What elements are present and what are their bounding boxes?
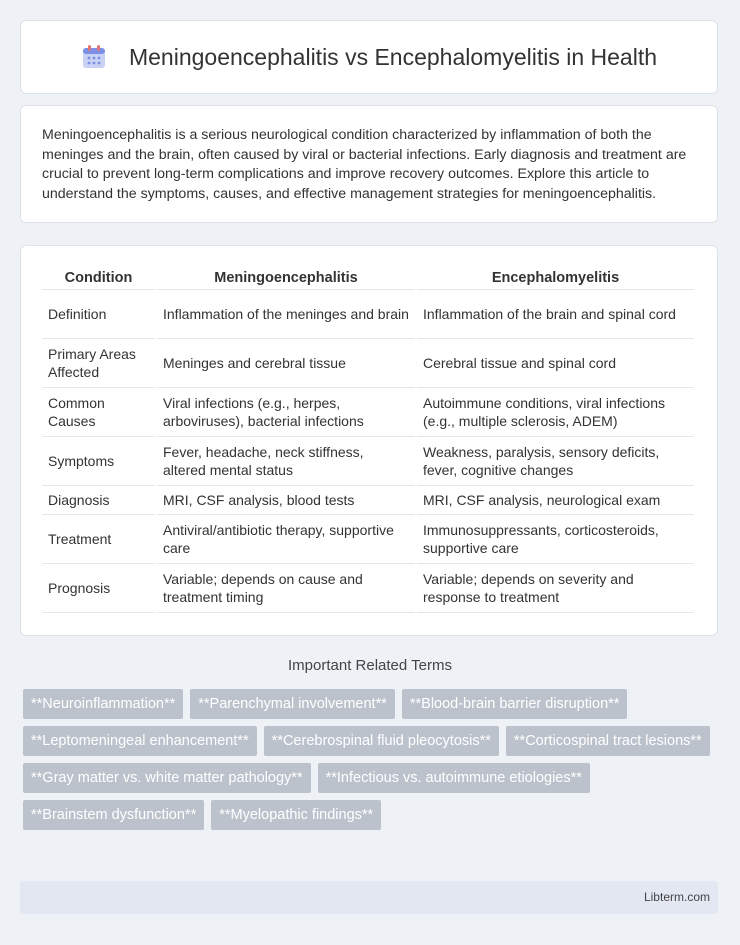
- table-cell: MRI, CSF analysis, blood tests: [157, 486, 415, 515]
- related-term-tag[interactable]: **Neuroinflammation**: [23, 689, 183, 719]
- footer-site-link[interactable]: Libterm.com: [643, 890, 710, 904]
- footer: [20, 881, 718, 914]
- table-cell: Fever, headache, neck stiffness, altered mental status: [157, 437, 415, 486]
- table-cell: Inflammation of the brain and spinal cord: [417, 290, 694, 339]
- related-term-tag[interactable]: **Infectious vs. autoimmune etiologies**: [318, 763, 590, 793]
- comparison-table: [40, 266, 696, 613]
- related-term-tag[interactable]: **Gray matter vs. white matter pathology**: [23, 763, 311, 793]
- table-cell: Treatment: [42, 515, 155, 564]
- table-cell: MRI, CSF analysis, neurological exam: [417, 486, 694, 515]
- table-cell: Diagnosis: [42, 486, 155, 515]
- table-row: [42, 564, 694, 613]
- table-cell: Cerebral tissue and spinal cord: [417, 339, 694, 388]
- column-header: Encephalomyelitis: [417, 266, 694, 290]
- table-cell: Variable; depends on severity and response to treatment: [417, 564, 694, 613]
- table-cell: Immunosuppressants, corticosteroids, supportive care: [417, 515, 694, 564]
- table-row: [42, 290, 694, 339]
- related-term-tag[interactable]: **Blood-brain barrier disruption**: [402, 689, 628, 719]
- related-term-tag[interactable]: **Myelopathic findings**: [211, 800, 381, 830]
- table-cell: Symptoms: [42, 437, 155, 486]
- table-cell: Definition: [42, 290, 155, 339]
- table-cell: Antiviral/antibiotic therapy, supportive care: [157, 515, 415, 564]
- intro-card: [20, 105, 718, 223]
- table-cell: Primary Areas Affected: [42, 339, 155, 388]
- related-terms-list: [23, 689, 717, 830]
- related-term-tag[interactable]: **Parenchymal involvement**: [190, 689, 395, 719]
- table-cell: Common Causes: [42, 388, 155, 437]
- related-term-tag[interactable]: **Corticospinal tract lesions**: [506, 726, 710, 756]
- table-cell: Weakness, paralysis, sensory deficits, fever, cognitive changes: [417, 437, 694, 486]
- related-term-tag[interactable]: **Leptomeningeal enhancement**: [23, 726, 257, 756]
- table-row: [42, 339, 694, 388]
- related-term-tag[interactable]: **Brainstem dysfunction**: [23, 800, 204, 830]
- calendar-icon: [81, 44, 107, 70]
- table-cell: Autoimmune conditions, viral infections (e.g., multiple sclerosis, ADEM): [417, 388, 694, 437]
- table-row: [42, 388, 694, 437]
- table-cell: Prognosis: [42, 564, 155, 613]
- column-header: Meningoencephalitis: [157, 266, 415, 290]
- table-cell: Variable; depends on cause and treatment timing: [157, 564, 415, 613]
- table-row: [42, 437, 694, 486]
- table-header-row: [42, 266, 694, 290]
- related-terms-title: Important Related Terms: [288, 657, 452, 674]
- table-row: [42, 515, 694, 564]
- table-cell: Viral infections (e.g., herpes, arboviruses), bacterial infections: [157, 388, 415, 437]
- intro-text: Meningoencephalitis is a serious neurological condition characterized by inflammation of both the meninges and the brain, often caused by viral or bacterial infections. Early diagnosis and treatment are crucial to prevent long-term complications and improve recovery outcomes. Explore this article to understand the symptoms, causes, and effective management strategies for meningoencephalitis.: [42, 127, 687, 202]
- table-cell: Meninges and cerebral tissue: [157, 339, 415, 388]
- comparison-table-card: [20, 245, 718, 636]
- table-row: [42, 486, 694, 515]
- table-cell: Inflammation of the meninges and brain: [157, 290, 415, 339]
- header-card: [20, 20, 718, 94]
- page-title: Meningoencephalitis vs Encephalomyelitis in Health: [128, 43, 657, 70]
- related-term-tag[interactable]: **Cerebrospinal fluid pleocytosis**: [264, 726, 499, 756]
- column-header: Condition: [42, 266, 155, 290]
